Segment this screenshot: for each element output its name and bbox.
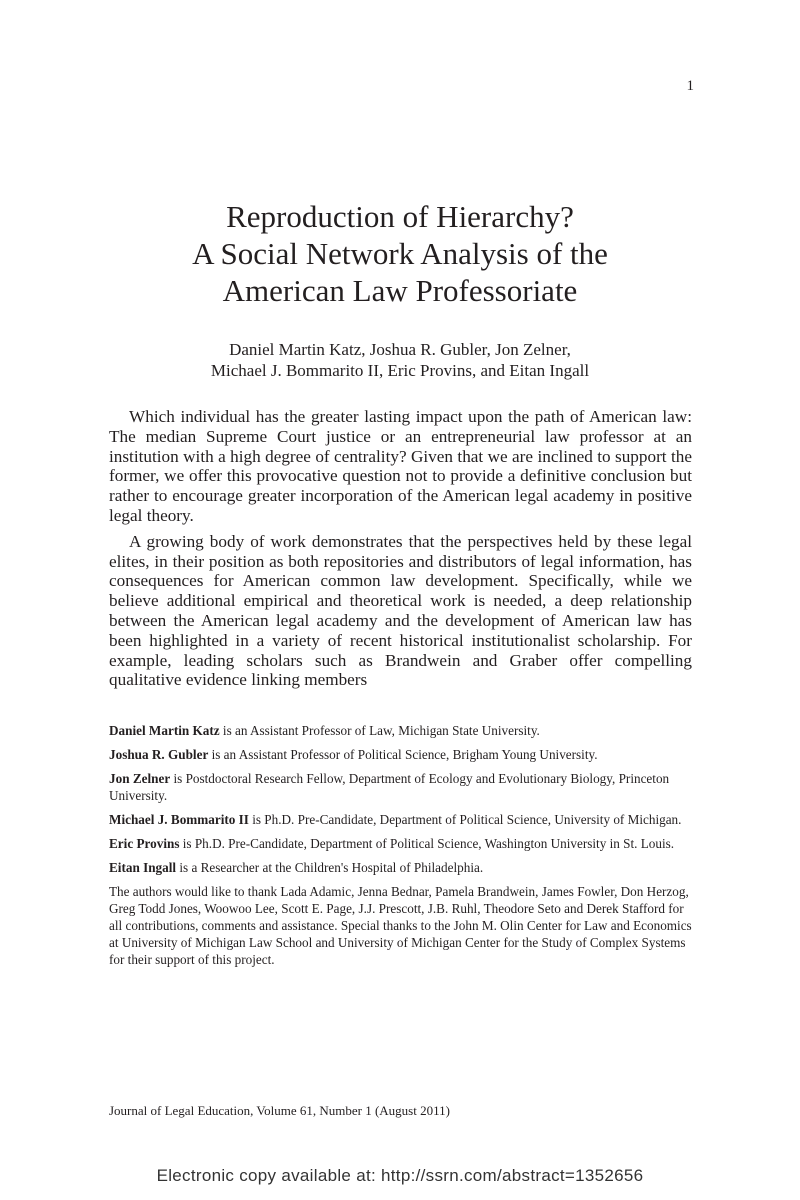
author-notes [109,722,692,975]
author-note [109,722,692,739]
author-note [109,835,692,852]
author-note-text: is Ph.D. Pre-Candidate, Department of Political Science, University of Michigan. [248,812,682,827]
authors-line-1: Daniel Martin Katz, Joshua R. Gubler, Jon Zelner, [229,340,571,359]
author-note-name: Eitan Ingall [109,860,177,875]
author-note-text: is an Assistant Professor of Political Science, Brigham Young University. [208,747,598,762]
body-paragraph-2: A growing body of work demonstrates that the perspectives held by these legal elites, in their position as both repositories and distributors of legal information, has consequences for American common law development. Specifically, while we believe additional empirical and theoretical work is needed, a deep relationship between the American legal academy and the development of American law has been highlighted in a variety of recent historical institutionalist scholarship. For example, leading scholars such as Brandwein and Graber offer compelling qualitative evidence linking members [109,531,692,690]
title-line-1: Reproduction of Hierarchy? [226,199,574,234]
author-note-name: Daniel Martin Katz [109,723,220,738]
author-note [109,811,692,828]
title-line-2: A Social Network Analysis of the [192,236,608,271]
author-note-text: is a Researcher at the Children's Hospital of Philadelphia. [176,860,484,875]
body-paragraph-1: Which individual has the greater lasting impact upon the path of American law: The median Supreme Court justice or an entrepreneurial law professor at an institution with a high degree of centrality? Given that we are inclined to support the former, we offer this provocative question not to provide a definitive conclusion but rather to encourage greater incorporation of the American legal academy in positive legal theory. [109,407,692,525]
author-note-text: is an Assistant Professor of Law, Michigan State University. [219,723,540,738]
acknowledgments: The authors would like to thank Lada Adamic, Jenna Bednar, Pamela Brandwein, James Fowler, Don Herzog, Greg Todd Jones, Woowoo Lee, Scott E. Page, J.J. Prescott, J.B. Ruhl, Theodore Seto and Derek Stafford for all contributions, comments and assistance. Special thanks to the John M. Olin Center for Law and Economics at University of Michigan Law School and University of Michigan Center for the Study of Complex Systems for their support of this project. [109,884,692,967]
author-note [109,859,692,876]
page-number: 1 [686,78,694,94]
author-list [100,339,700,381]
journal-citation: Journal of Legal Education, Volume 61, Number 1 (August 2011) [109,1103,450,1118]
ssrn-footer: Electronic copy available at: http://ssrn.com/abstract=1352656 [156,1166,644,1185]
paper-title [100,198,700,309]
author-note-name: Michael J. Bommarito II [109,812,249,827]
title-line-3: American Law Professoriate [222,273,578,308]
author-note [109,746,692,763]
author-note-name: Joshua R. Gubler [109,747,209,762]
authors-line-2: Michael J. Bommarito II, Eric Provins, and Eitan Ingall [210,361,590,380]
author-note-name: Jon Zelner [109,771,171,786]
author-note-name: Eric Provins [109,836,180,851]
author-note-text: is Postdoctoral Research Fellow, Department of Ecology and Evolutionary Biology, Princeton University. [109,771,670,803]
author-note-text: is Ph.D. Pre-Candidate, Department of Political Science, Washington University in St. Louis. [179,836,675,851]
author-note [109,770,692,804]
body-text [109,407,692,696]
